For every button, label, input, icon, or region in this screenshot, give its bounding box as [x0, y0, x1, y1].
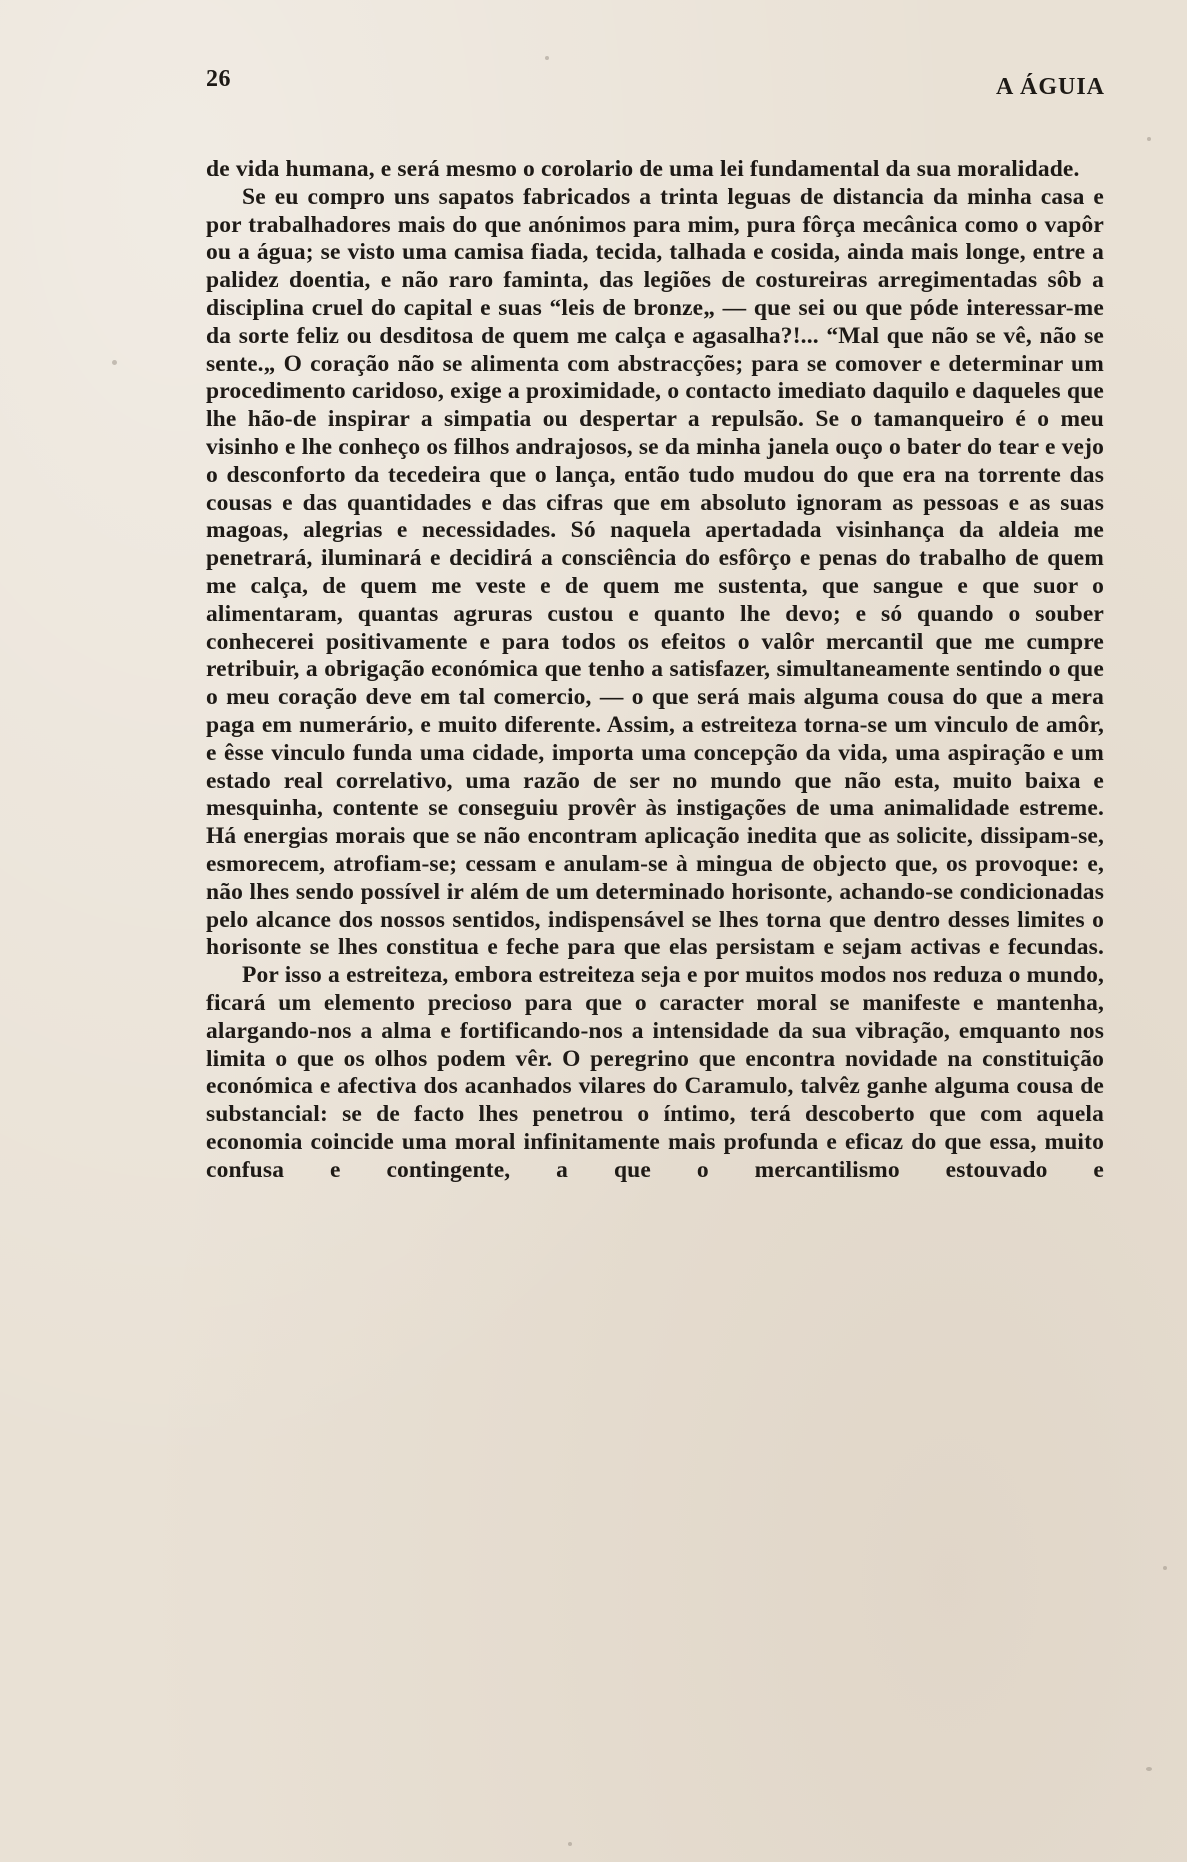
- body-text: [206, 156, 1104, 1184]
- paragraph: Se eu compro uns sapatos fabricados a trinta leguas de distancia da minha casa e por trabalhadores mais do que anónimos para mim, pura fôrça mecânica como o vapôr ou a água; se visto uma camisa fiada, tecida, talhada e cosida, ainda mais longe, entre a palidez doentia, e não raro faminta, das legiões de costureiras arregimentadas sôb a disciplina cruel do capital e suas “leis de bronze„ — que sei ou que póde interessar-me da sorte feliz ou desditosa de quem me calça e agasalha?!... “Mal que não se vê, não se sente.„ O coração não se alimenta com abstracções; para se comover e determinar um procedimento caridoso, exige a proximidade, o contacto imediato daquilo e daqueles que lhe hão-de inspirar a simpatia ou despertar a repulsão. Se o tamanqueiro é o meu visinho e lhe conheço os filhos andrajosos, se da minha janela ouço o bater do tear e vejo o desconforto da tecedeira que o lança, então tudo mudou do que era na torrente das cousas e das quantidades e das cifras que em absoluto ignoram as pessoas e as suas magoas, alegrias e necessidades. Só naquela apertadada visinhança da aldeia me penetrará, iluminará e decidirá a consciência do esfôrço e penas do trabalho de quem me calça, de quem me veste e de quem me sustenta, que sangue e que suor o alimentaram, quantas agruras custou e quanto lhe devo; e só quando o souber conhecerei positivamente e para todos os efeitos o valôr mercantil que me cumpre retribuir, a obrigação económica que tenho a satisfazer, simultaneamente sentindo o que o meu coração deve em tal comercio, — o que será mais alguma cousa do que a mera paga em numerário, e muito diferente. Assim, a estreiteza torna-se um vinculo de amôr, e êsse vinculo funda uma cidade, importa uma concepção da vida, uma aspiração e um estado real correlativo, uma razão de ser no mundo que não esta, muito baixa e mesquinha, contente se conseguiu provêr às instigações de uma animalidade estreme. Há energias morais que se não encontram aplicação inedita que as solicite, dissipam-se, esmorecem, atrofiam-se; cessam e anulam-se à mingua de objecto que, os provoque: e, não lhes sendo possível ir além de um determinado horisonte, achando-se condicionadas pelo alcance dos nossos sentidos, indispensável se lhes torna que dentro desses limites o horisonte se lhes constitua e feche para que elas persistam e sejam activas e fecundas.: [206, 183, 1104, 961]
- paragraph: de vida humana, e será mesmo o corolario de uma lei fundamental da sua moralidade.: [206, 156, 1080, 182]
- page-header: [206, 66, 1105, 106]
- running-title: A ÁGUIA: [995, 74, 1105, 100]
- paper-speck: [1163, 1566, 1167, 1570]
- paper-speck: [1146, 1767, 1152, 1771]
- paper-speck: [112, 360, 117, 365]
- page-number: 26: [206, 66, 231, 92]
- paper-speck: [1147, 137, 1151, 141]
- paper-speck: [568, 1842, 572, 1846]
- paper-speck: [545, 56, 549, 60]
- paragraph: Por isso a estreiteza, embora estreiteza seja e por muitos modos nos reduza o mundo, ficará um elemento precioso para que o caracter moral se manifeste e mantenha, alargando-nos a alma e fortificando-nos a intensidade da sua vibração, emquanto nos limita o que os olhos podem vêr. O peregrino que encontra novidade na constituição económica e afectiva dos acanhados vilares do Caramulo, talvêz ganhe alguma cousa de substancial: se de facto lhes penetrou o íntimo, terá descoberto que com aquela economia coincide uma moral infinitamente mais profunda e eficaz do que essa, muito confusa e contingente, a que o mercantilismo estouvado e: [206, 962, 1104, 1183]
